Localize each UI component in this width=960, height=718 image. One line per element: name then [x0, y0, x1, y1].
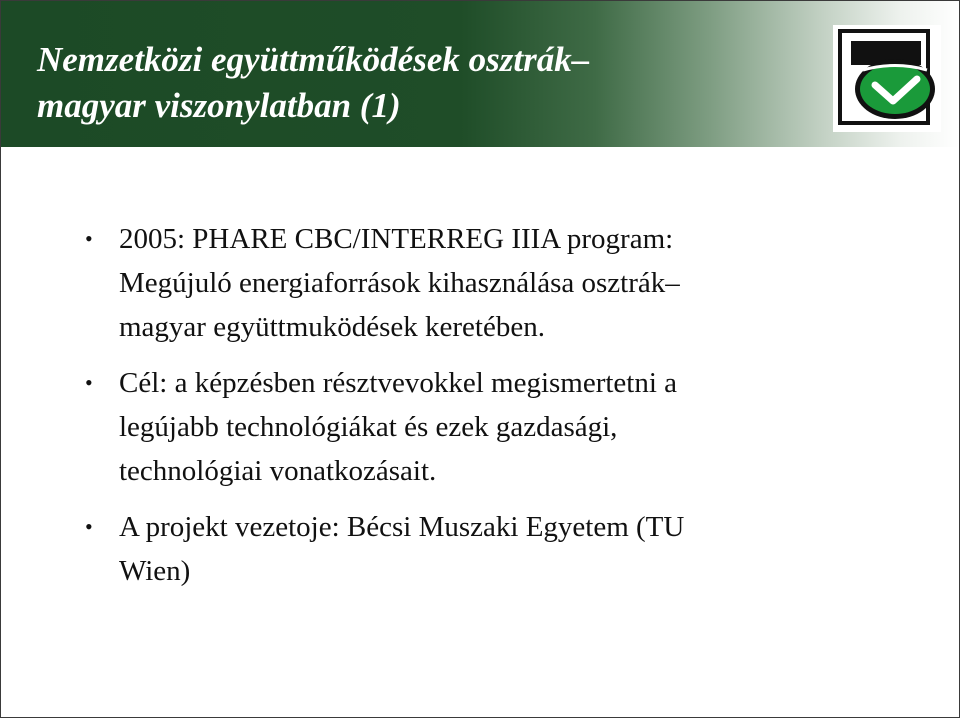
- bullet-marker: •: [85, 370, 93, 395]
- title-bar: [1, 1, 959, 147]
- bullet-text-line: legújabb technológiákat és ezek gazdasági,: [119, 411, 618, 443]
- bullet-list: [85, 217, 935, 593]
- bullet-text-line: Megújuló energiaforrások kihasználása osztrák–: [119, 267, 680, 299]
- bullet-text-line: magyar együttmuködések keretében.: [119, 311, 545, 343]
- bullet-item-project-leader: [85, 505, 935, 593]
- bullet-item-phare-program: [85, 217, 935, 349]
- bullet-item-goal: [85, 361, 935, 493]
- slide-title: [37, 37, 777, 129]
- bullet-text-line: technológiai vonatkozásait.: [119, 455, 437, 487]
- bullet-marker: •: [85, 226, 93, 251]
- bullet-text-line: Wien): [119, 555, 191, 587]
- bullet-marker: •: [85, 514, 93, 539]
- bullet-text-line: 2005: PHARE CBC/INTERREG IIIA program:: [119, 223, 674, 255]
- slide-title-line-2: magyar viszonylatban (1): [37, 86, 401, 125]
- bullet-text-line: A projekt vezetoje: Bécsi Muszaki Egyetem (TU: [119, 511, 685, 543]
- green-check-emblem-icon: [833, 25, 941, 132]
- slide-title-line-1: Nemzetközi együttműködések osztrák–: [37, 40, 590, 79]
- slide-body: [85, 217, 935, 605]
- bullet-text-line: Cél: a képzésben résztvevokkel megismertetni a: [119, 367, 678, 399]
